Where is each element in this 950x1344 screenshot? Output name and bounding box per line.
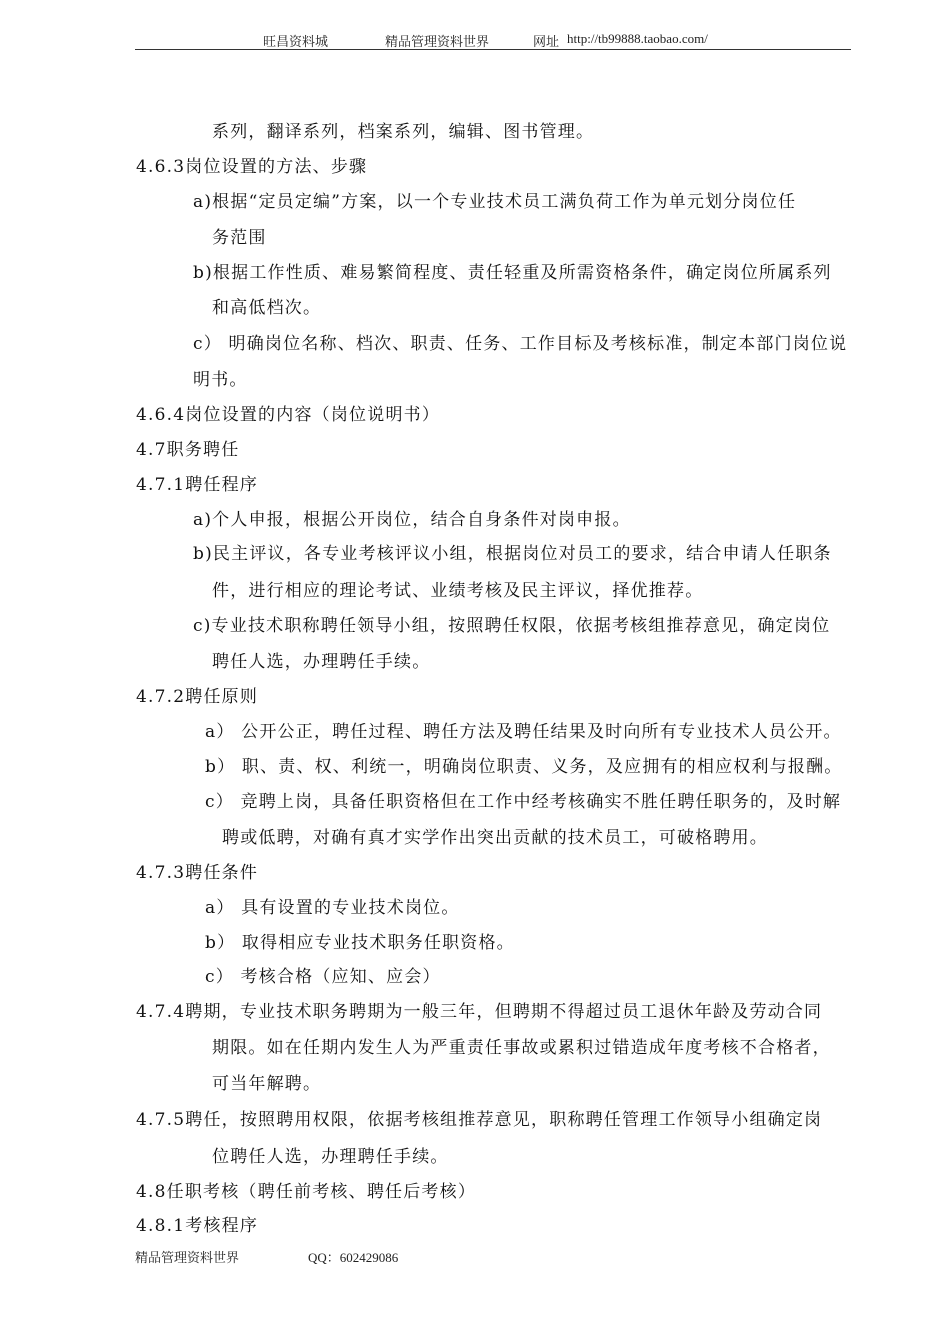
list-item-b-continued: 件，进行相应的理论考试、业绩考核及民主评议，择优推荐。 (212, 581, 704, 601)
section-heading-4-7-2: 4.7.2聘任原则 (136, 687, 259, 707)
header-shop-name: 旺昌资料城 (263, 34, 329, 49)
list-item-b: b)民主评议，各专业考核评议小组，根据岗位对员工的要求，结合申请人任职条 (193, 544, 832, 564)
section-heading-4-6-4: 4.6.4岗位设置的内容（岗位说明书） (136, 405, 441, 425)
section-heading-4-8-1: 4.8.1考核程序 (136, 1216, 259, 1236)
paragraph-continued: 位聘任人选，办理聘任手续。 (212, 1147, 449, 1167)
section-heading-4-8: 4.8任职考核（聘任前考核、聘任后考核） (136, 1182, 477, 1202)
list-item-a-continued: 务范围 (212, 228, 267, 248)
footer-series-name: 精品管理资料世界 (135, 1250, 240, 1265)
section-heading-4-7-5: 4.7.5聘任，按照聘用权限，依据考核组推荐意见，职称聘任管理工作领导小组确定岗 (136, 1110, 823, 1130)
list-item-a: a） 公开公正，聘任过程、聘任方法及聘任结果及时向所有专业技术人员公开。 (205, 722, 842, 742)
header-series-name: 精品管理资料世界 (385, 34, 490, 49)
list-item-c: c） 竞聘上岗，具备任职资格但在工作中经考核确实不胜任聘任职务的，及时解 (205, 792, 842, 812)
section-heading-4-7-3: 4.7.3聘任条件 (136, 863, 259, 883)
list-item-c-continued: 聘任人选，办理聘任手续。 (212, 652, 431, 672)
list-item-a: a)根据“定员定编”方案，以一个专业技术员工满负荷工作为单元划分岗位任 (193, 192, 797, 212)
list-item-c-continued: 明书。 (193, 370, 248, 390)
paragraph-continued: 可当年解聘。 (212, 1074, 322, 1094)
list-item-c: c） 明确岗位名称、档次、职责、任务、工作目标及考核标准，制定本部门岗位说 (193, 334, 848, 354)
section-heading-4-6-3: 4.6.3岗位设置的方法、步骤 (136, 157, 368, 177)
list-item-a: a） 具有设置的专业技术岗位。 (205, 898, 460, 918)
paragraph-continued: 期限。如在任期内发生人为严重责任事故或累积过错造成年度考核不合格者， (212, 1038, 831, 1058)
header-site-url[interactable]: http://tb99888.taobao.com/ (567, 31, 708, 46)
list-item-b-continued: 和高低档次。 (212, 298, 322, 318)
list-item-b: b） 取得相应专业技术职务任职资格。 (205, 933, 515, 953)
list-item-c-continued: 聘或低聘，对确有真才实学作出突出贡献的技术员工，可破格聘用。 (222, 828, 768, 848)
list-item-c: c)专业技术职称聘任领导小组，按照聘任权限，依据考核组推荐意见，确定岗位 (193, 616, 831, 636)
list-item-c: c） 考核合格（应知、应会） (205, 967, 441, 987)
list-item-a: a)个人申报，根据公开岗位，结合自身条件对岗申报。 (193, 510, 631, 530)
list-item-b: b） 职、责、权、利统一，明确岗位职责、义务，及应拥有的相应权利与报酬。 (205, 757, 843, 777)
body-line: 系列，翻译系列，档案系列，编辑、图书管理。 (212, 122, 595, 142)
section-heading-4-7-1: 4.7.1聘任程序 (136, 475, 259, 495)
list-item-b: b)根据工作性质、难易繁简程度、责任轻重及所需资格条件，确定岗位所属系列 (193, 263, 832, 283)
section-heading-4-7: 4.7职务聘任 (136, 440, 240, 460)
section-heading-4-7-4: 4.7.4聘期，专业技术职务聘期为一般三年，但聘期不得超过员工退休年龄及劳动合同 (136, 1002, 823, 1022)
footer-qq: QQ：602429086 (308, 1250, 399, 1265)
header-site-label: 网址 (533, 34, 560, 49)
